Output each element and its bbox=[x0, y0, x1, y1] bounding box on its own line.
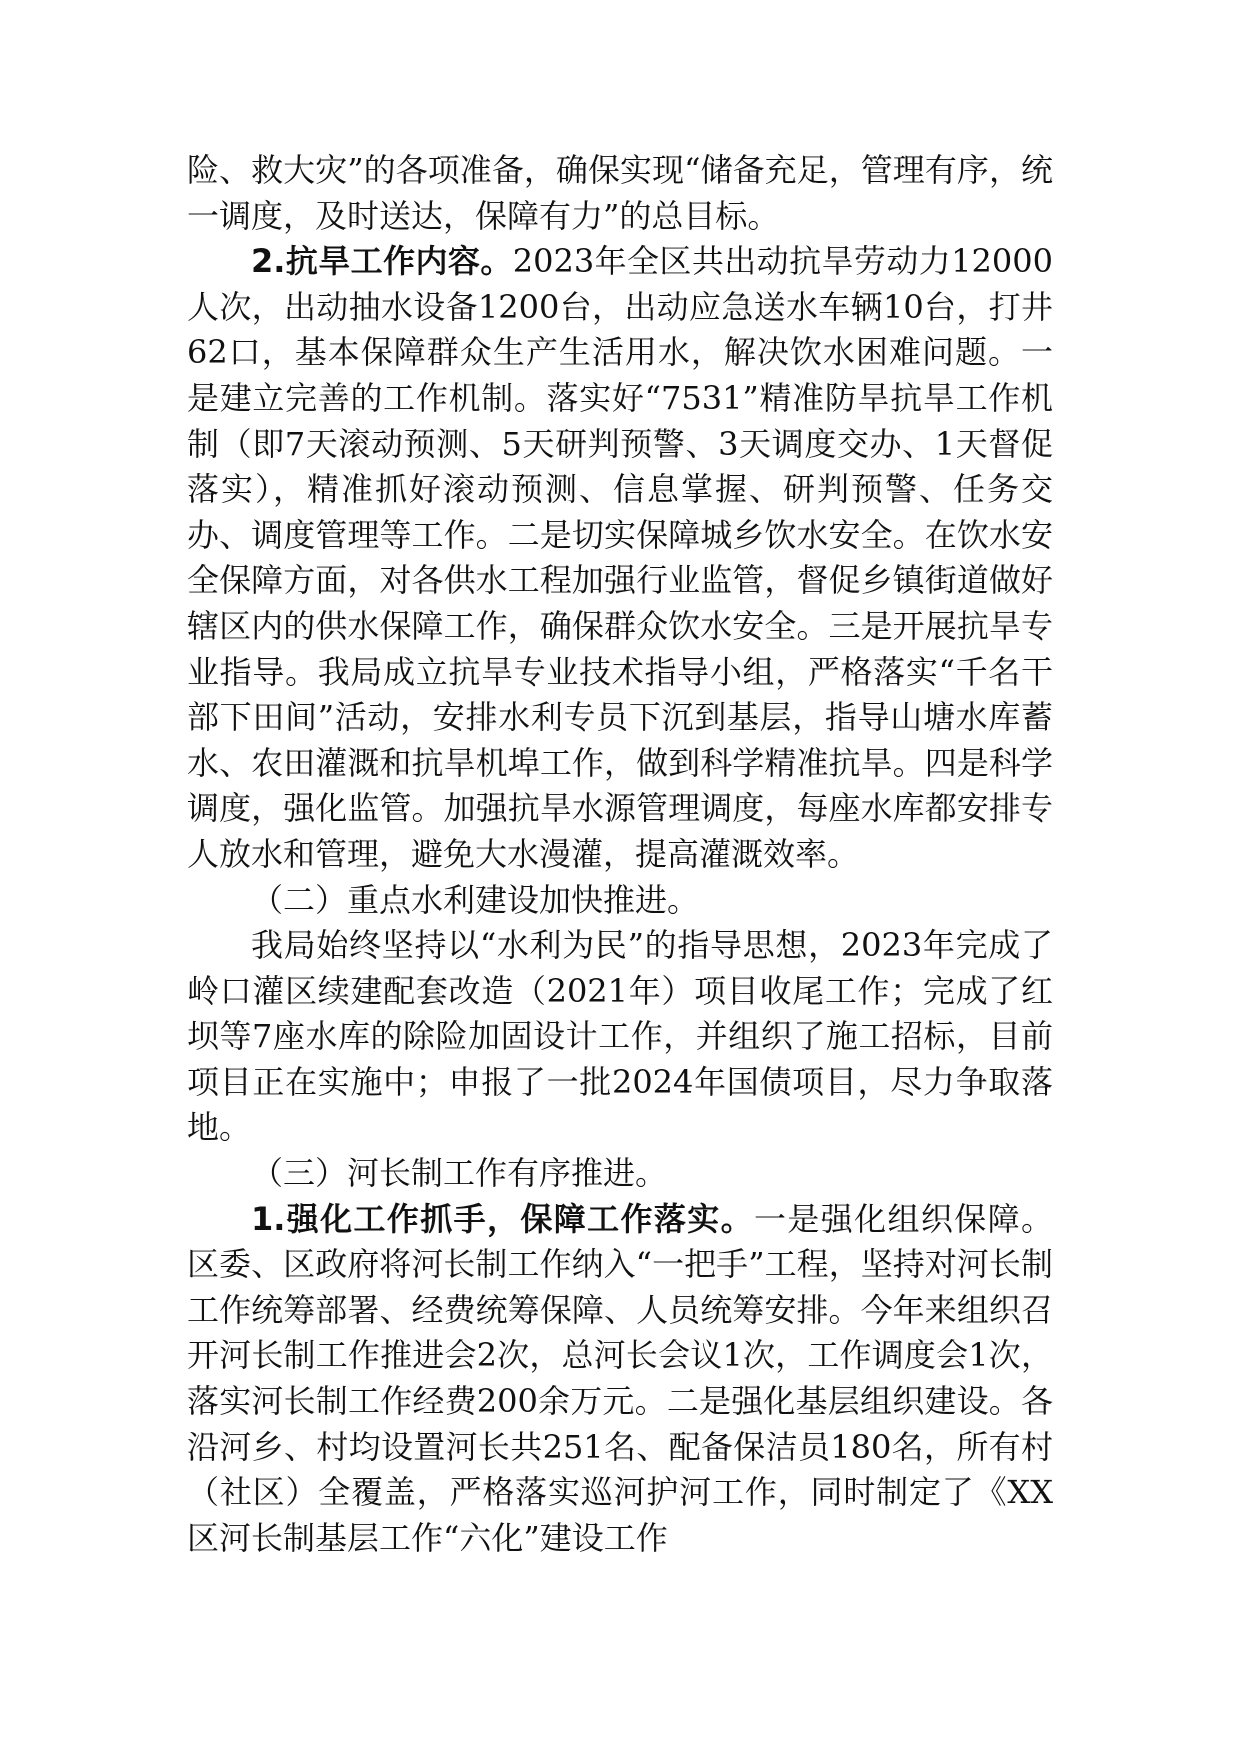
section-heading-strengthen-work: 1.强化工作抓手，保障工作落实。 bbox=[251, 1199, 754, 1238]
paragraph-river-chief-work bbox=[187, 1197, 1053, 1562]
paragraph-drought-relief bbox=[187, 239, 1053, 877]
document-page bbox=[187, 148, 1053, 1561]
section-heading-drought-relief: 2.抗旱工作内容。 bbox=[251, 242, 513, 281]
paragraph-text: 险、救大灾”的各项准备，确保实现“储备充足，管理有序，统一调度，及时送达，保障有力”的总目标。 bbox=[187, 151, 1053, 235]
paragraph-text: 一是强化组织保障。区委、区政府将河长制工作纳入“一把手”工程，坚持对河长制工作统筹部署、经费统筹保障、人员统筹安排。今年来组织召开河长制工作推进会2次，总河长会议1次，工作调度会1次，落实河长制工作经费200余万元。二是强化基层组织建设。各沿河乡、村均设置河长共251名、配备保洁员180名，所有村（社区）全覆盖，严格落实巡河护河工作，同时制定了《XX区河长制基层工作“六化”建设工作 bbox=[187, 1199, 1053, 1557]
section-heading-river-chief bbox=[187, 1151, 1053, 1197]
paragraph-text: 2023年全区共出动抗旱劳动力12000人次，出动抽水设备1200台，出动应急送水车辆10台，打井62口，基本保障群众生产生活用水，解决饮水困难问题。一是建立完善的工作机制。落实好“7531”精准防旱抗旱工作机制（即7天滚动预测、5天研判预警、3天调度交办、1天督促落实），精准抓好滚动预测、信息掌握、研判预警、任务交办、调度管理等工作。二是切实保障城乡饮水安全。在饮水安全保障方面，对各供水工程加强行业监管，督促乡镇街道做好辖区内的供水保障工作，确保群众饮水安全。三是开展抗旱专业指导。我局成立抗旱专业技术指导小组，严格落实“千名干部下田间”活动，安排水利专员下沉到基层，指导山塘水库蓄水、农田灌溉和抗旱机埠工作，做到科学精准抗旱。四是科学调度，强化监管。加强抗旱水源管理调度，每座水库都安排专人放水和管理，避免大水漫灌，提高灌溉效率。 bbox=[187, 242, 1053, 873]
paragraph-preparation-goal bbox=[187, 148, 1053, 239]
heading-text: （三）河长制工作有序推进。 bbox=[251, 1154, 668, 1193]
paragraph-text: 我局始终坚持以“水利为民”的指导思想，2023年完成了岭口灌区续建配套改造（2021年）项目收尾工作；完成了红坝等7座水库的除险加固设计工作，并组织了施工招标，目前项目正在实施中；申报了一批2024年国债项目，尽力争取落地。 bbox=[187, 926, 1053, 1147]
paragraph-water-construction bbox=[187, 923, 1053, 1151]
section-heading-water-construction bbox=[187, 878, 1053, 924]
heading-text: （二）重点水利建设加快推进。 bbox=[251, 880, 700, 919]
